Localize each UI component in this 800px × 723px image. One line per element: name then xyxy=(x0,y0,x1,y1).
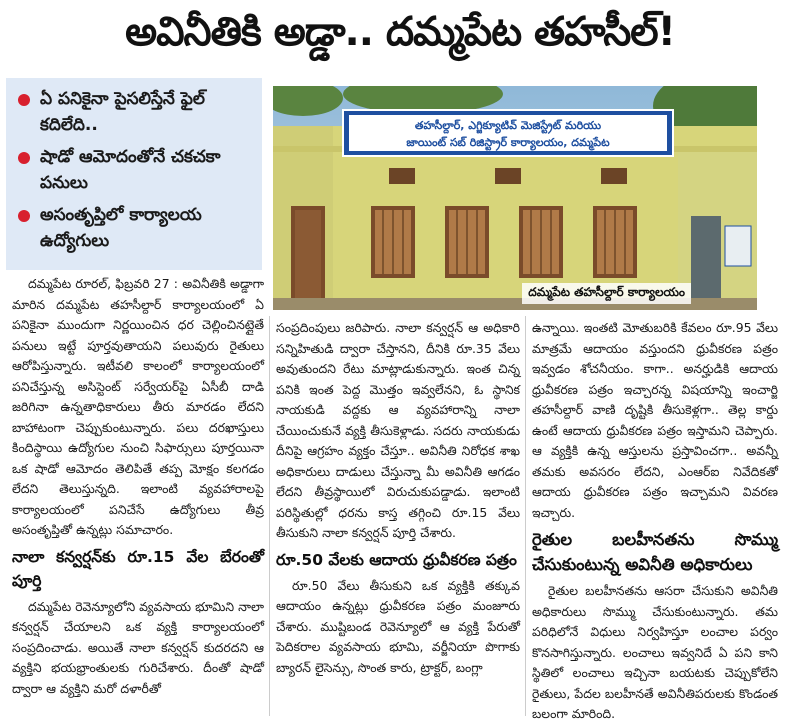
highlight-text: అసంతృప్తిలో కార్యాలయ ఉద్యోగులు xyxy=(40,205,202,251)
paragraph: దమ్మపేట రూరల్‌, ఫిబ్రవరి 27 : అవినీతికి అడ్డాగా మారిన దమ్మపేట తహసీల్దార్‌ కార్యాలయంలో ఏ పనికైనా ముందుగా నిర్ణయించిన ధర చెల్లించినట్లైతే పనులు ఇట్టే పూర్తవుతాయని పలువురు రైతులు ఆరోపిస్తున్నారు. ఇటీవలి కాలంలో కార్యాలయంలో పనిచేస్తున్న అసిస్టెంట్‌ సర్వేయర్‌పై ఏసీబీ దాడి జరిగినా ఉన్నతాధికారులు తీరు మారడం లేదని బాహాటంగా చెప్పుకుంటున్నారు. పలు దరఖాస్తులు కిందిస్థాయి ఉద్యోగుల నుంచి సిఫార్సులు పూర్తయినా ఒక షాడో ఆమోదం తెలిపితే తప్ప మోక్షం కలగడం లేదని తెలుస్తున్నది. ఇలాంటి వ్యవహారాలపై కార్యాలయంలో పనిచేసే ఉద్యోగులు తీవ్ర అసంతృప్తితో ఉన్నట్లు సమాచారం. xyxy=(12,276,264,537)
paragraph: రూ.50 వేలు తీసుకుని ఒక వ్యక్తికి తక్కువ ఆదాయం ఉన్నట్లు ధ్రువీకరణ పత్రం మంజూరు చేశారు. ముష్టిబండ రెవెన్యూలో ఆ వ్యక్తి పేరుతో పెదికరాల వ్యవసాయ భూమి, వర్జీనియా పొగాకు బ్యారన్‌ లైసెన్సు, సొంత కారు, ట్రాక్టర్‌, బంగ్లా xyxy=(276,577,520,675)
highlights-box xyxy=(6,78,262,270)
paragraph: రైతుల బలహీనతను ఆసరా చేసుకుని అవినీతి అధికారులు సొమ్ము చేసుకుంటున్నారు. తమ పరిధిలోనే విధులు నిర్వహిస్తూ లంచాల పర్వం కొనసాగిస్తున్నారు. లంచాలు ఇవ్వనిదే ఏ పని కాని స్థితిలో లంచాలు ఇచ్చినా బయటకు చెప్పుకోలేని రైతులు, పేదల బలహీనతే అవినీతిపరులకు కొండంత బలంగా మారింది. xyxy=(532,583,778,721)
article-column-2 xyxy=(276,318,520,680)
column-divider xyxy=(525,316,526,716)
headline: అవినీతికి అడ్డా.. దమ్మపేట తహసీల్‌! xyxy=(125,9,675,55)
highlight-item xyxy=(18,202,252,254)
bullet-icon xyxy=(18,94,30,106)
bullet-icon xyxy=(18,210,30,222)
article-column-1 xyxy=(12,274,264,701)
board-line1: తహసీల్దార్‌, ఎగ్జిక్యూటివ్‌ మెజిస్ట్రేట్‌ మరియు xyxy=(414,119,602,132)
highlight-text: షాడో ఆమోదంతోనే చకచకా పనులు xyxy=(40,147,221,193)
subheading: రూ.50 వేలకు ఆదాయ ధ్రువీకరణ పత్రం xyxy=(276,550,517,569)
highlight-item xyxy=(18,86,252,138)
paragraph: దమ్మపేట రెవెన్యూలోని వ్యవసాయ భూమిని నాలా కన్వర్షన్‌ చేయాలని ఒక వ్యక్తి కార్యాలయంలో సంప్రదించాడు. అయితే నాలా కన్వర్షన్‌ కుదరదని ఆ వ్యక్తిని భయభ్రాంతులకు గురిచేశారు. దీంతో షాడో ద్వారా ఆ వ్యక్తిని మరో దళారీతో xyxy=(12,598,264,696)
paragraph: ఉన్నాయి. ఇంతటి మోతుబరికి కేవలం రూ.95 వేలు మాత్రమే ఆదాయం వస్తుందని ధ్రువీకరణ పత్రం ఇవ్వడం శోచనీయం. కాగా.. అనర్హుడికి ఆదాయ ధ్రువీకరణ పత్రం ఇచ్చారన్న విషయాన్ని ఇంచార్జి తహసీల్దార్‌ వాణి దృష్టికి తీసుకెళ్లగా.. తెల్ల కార్డు ఉంటే ఆదాయ ధ్రువీకరణ పత్రం ఇస్తామని చెప్పారు. ఆ వ్యక్తికి ఉన్న ఆస్తులను ప్రస్తావించగా.. అవన్నీ తమకు అవసరం లేదని, ఎంఆర్‌ఐ నివేదికతో ఆదాయ ధ్రువీకరణ పత్రం ఇచ్చామని వివరణ ఇచ్చారు. xyxy=(532,320,778,520)
article-column-3 xyxy=(532,318,778,723)
board-line2: జాయింట్‌ సబ్‌ రిజిస్ట్రార్‌ కార్యాలయం, దమ్మపేట xyxy=(406,136,610,149)
subheading: రైతుల బలహీనతను సొమ్ము చేసుకుంటున్న అవినీతి అధికారులు xyxy=(532,530,778,574)
highlight-item xyxy=(18,144,252,196)
column-divider xyxy=(269,316,270,716)
office-photo xyxy=(273,86,757,310)
photo-caption: దమ్మపేట తహసీల్దార్‌ కార్యాలయం xyxy=(522,283,691,304)
highlight-text: ఏ పనికైనా పైసలిస్తేనే ఫైల్‌ కదిలేది.. xyxy=(40,89,205,135)
office-building-image xyxy=(273,86,757,310)
bullet-icon xyxy=(18,152,30,164)
subheading: నాలా కన్వర్షన్‌కు రూ.15 వేల బేరంతో పూర్తి xyxy=(12,547,264,590)
paragraph: సంప్రదింపులు జరిపారు. నాలా కన్వర్షన్‌ ఆ అధికారి సన్నిహితుడి ద్వారా చేస్తానని, దీనికి రూ.35 వేలు అవుతుందని రేటు మాట్లాడుకున్నారు. ఇంత చిన్న పనికి ఇంత పెద్ద మొత్తం ఇవ్వలేనని, ఓ స్థానిక నాయకుడి వద్దకు ఆ వ్యవహారాన్ని నాలా చేయించుకునే వ్యక్తి తీసుకెళ్లాడు. సదరు నాయకుడు దీనిపై ఆగ్రహం వ్యక్తం చేస్తూ.. అవినీతి నిరోధక శాఖ అధికారులు దాడులు చేస్తున్నా మీ అవినీతి ఆగడం లేదని తీవ్రస్థాయిలో విరుచుకుపడ్డాడు. ఇలాంటి పరిస్థితుల్లో ధరను కాస్త తగ్గించి రూ.15 వేలు తీసుకుని నాలా కన్వర్షన్‌ పూర్తి చేశారు. xyxy=(276,320,520,540)
